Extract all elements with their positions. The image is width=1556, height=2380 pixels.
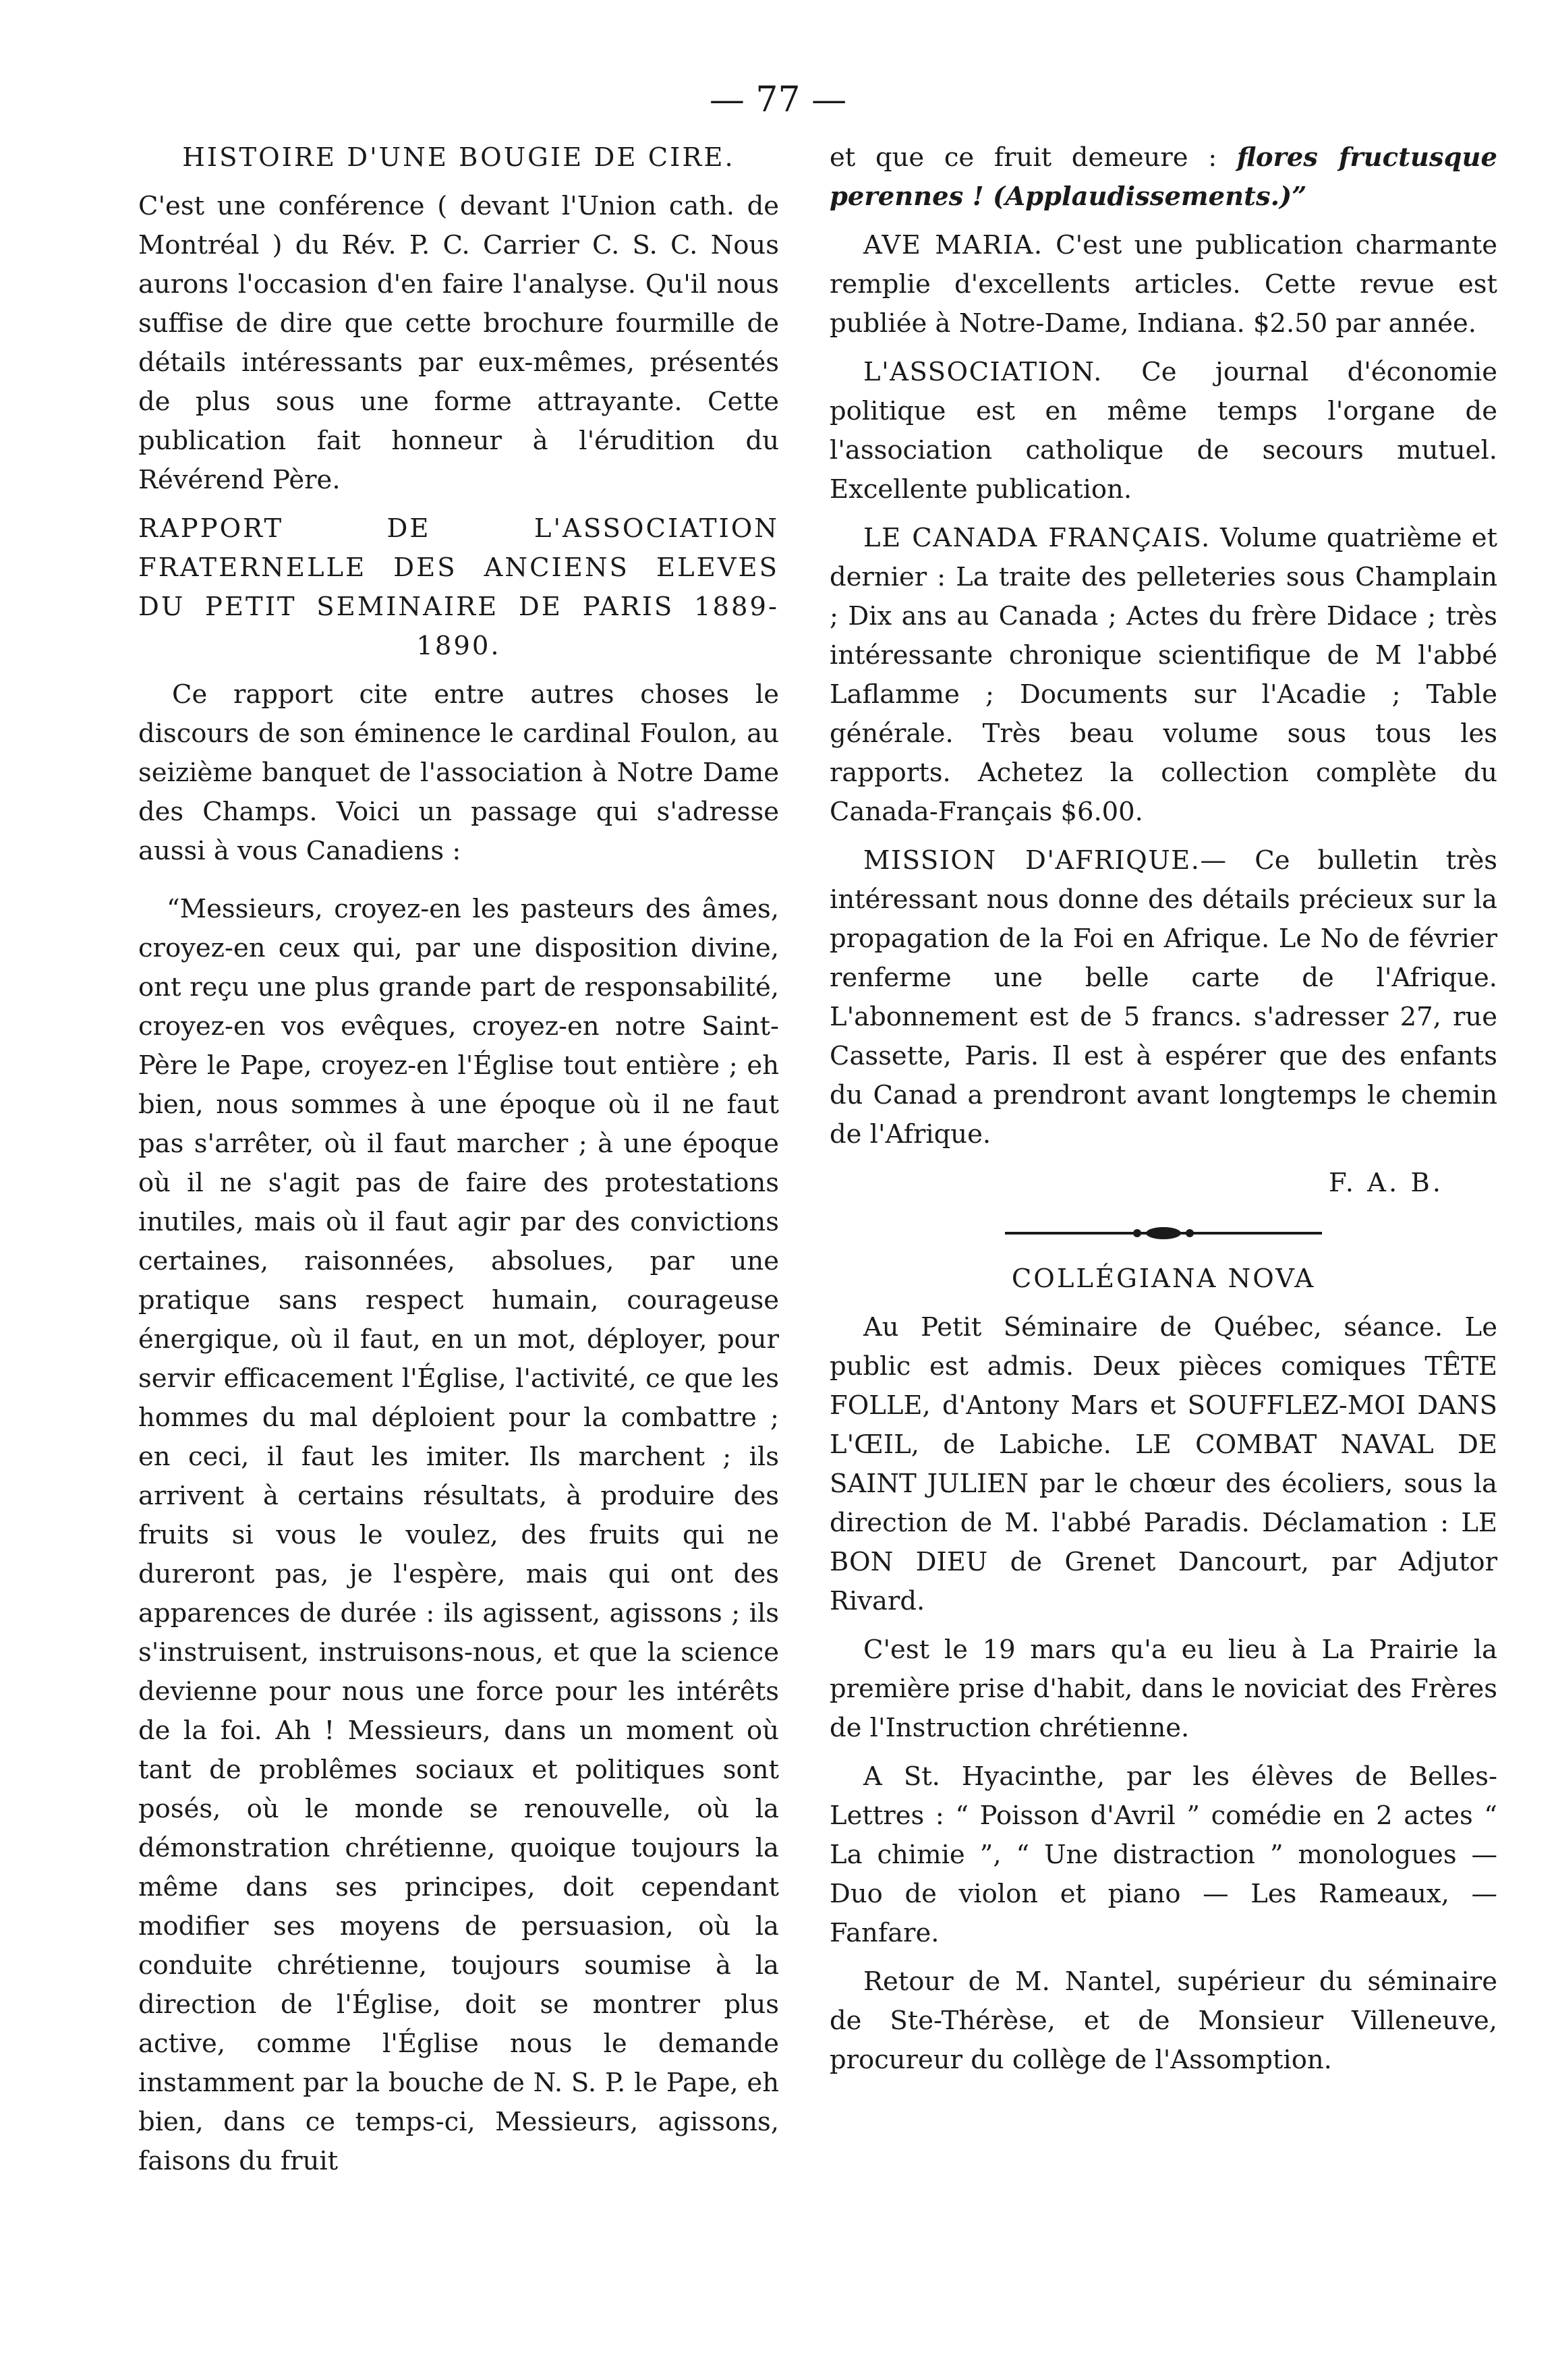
collegiana-paragraph-3: A St. Hyacinthe, par les élèves de Belles-Lettres : “ Poisson d'Avril ” comédie en 2 actes “ La chimie ”, “ Une distraction ” monologues —Duo de violon et piano — Les Rameaux, — Fanfare. bbox=[830, 1761, 1497, 1948]
mission-afrique-body: Ce bulletin très intéressant nous donne des détails précieux sur la propagation de la Foi en Afrique. Le No de février renferme une belle carte de l'Afrique. L'abonnement est de 5 francs. s'adresser 27, rue Cassette, Paris. Il est à espérer que des enfants du Canad a prendront avant longtemps le chemin de l'Afrique. bbox=[830, 845, 1497, 1150]
ornamental-divider bbox=[1005, 1223, 1322, 1243]
canada-francais-notice bbox=[830, 519, 1497, 832]
right-column bbox=[830, 138, 1497, 2089]
association-notice bbox=[830, 353, 1497, 509]
collegiana-paragraph-4: Retour de M. Nantel, supérieur du séminaire de Ste-Thérèse, et de Monsieur Villeneuve, procureur du collège de l'Assomption. bbox=[830, 1966, 1497, 2075]
association-title: L'ASSOCIATION. bbox=[863, 357, 1103, 387]
page-number: — 77 — bbox=[709, 80, 847, 120]
left-column bbox=[138, 138, 779, 2190]
canada-francais-title: LE CANADA FRANÇAIS. bbox=[863, 523, 1211, 553]
collegiana-paragraph-2: C'est le 19 mars qu'a eu lieu à La Prairie la première prise d'habit, dans le noviciat des Frères de l'Instruction chrétienne. bbox=[830, 1635, 1497, 1743]
association-body: Ce journal d'économie politique est en même temps l'organe de l'association catholique de secours mutuel. Excellente publication. bbox=[830, 357, 1497, 505]
canada-francais-body: Volume quatrième et dernier : La traite des pelleteries sous Champlain ; Dix ans au Canada ; Actes du frère Didace ; très intéressante chronique scientifique de M l'abbé Laflamme ; Documents sur l'Acadie ; Table générale. Très beau volume sous tous les rapports. Achetez la collection complète du Canada-Français $6.00. bbox=[830, 523, 1497, 827]
collegiana-paragraph-1: Au Petit Séminaire de Québec, séance. Le public est admis. Deux pièces comiques TÊTE FOLLE, d'Antony Mars et SOUFFLEZ-MOI DANS L'ŒIL, de Labiche. LE COMBAT NAVAL DE SAINT JULIEN par le chœur des écoliers, sous la direction de M. l'abbé Paradis. Déclamation : LE BON DIEU de Grenet Dancourt, par Adjutor Rivard. bbox=[830, 1312, 1497, 1616]
mission-afrique-title: MISSION D'AFRIQUE.— bbox=[863, 845, 1228, 876]
rapport-intro: Ce rapport cite entre autres choses le discours de son éminence le cardinal Foulon, au seizième banquet de l'association à Notre Dame des Champs. Voici un passage qui s'adresse aussi à vous Canadiens : bbox=[138, 679, 779, 866]
quote-end-text: et que ce fruit demeure : bbox=[830, 142, 1217, 173]
ave-maria-title: AVE MARIA. bbox=[863, 230, 1043, 260]
rapport-title: RAPPORT DE L'ASSOCIATION FRATERNELLE DES ANCIENS ELEVES DU PETIT SEMINAIRE DE PARIS 1889-1890. bbox=[138, 513, 779, 661]
histoire-body: C'est une conférence ( devant l'Union cath. de Montréal ) du Rév. P. C. Carrier C. S. C. Nous aurons l'occasion d'en faire l'analyse. Qu'il nous suffise de dire que cette brochure fourmille de détails intéressants par eux-mêmes, présentés de plus sous une forme attrayante. Cette publication fait honneur à l'érudition du Révérend Père. bbox=[138, 191, 779, 495]
rapport-quote: “Messieurs, croyez-en les pasteurs des âmes, croyez-en ceux qui, par une disposition divine, ont reçu une plus grande part de responsabilité, croyez-en vos evêques, croyez-en notre Saint-Père le Pape, croyez-en l'Église tout entière ; eh bien, nous sommes à une époque où il ne faut pas s'arrêter, où il faut marcher ; à une époque où il ne s'agit pas de faire des protestations inutiles, mais où il faut agir par des convictions certaines, raisonnées, absolues, par une pratique sans respect humain, courageuse énergique, où il faut, en un mot, déployer, pour servir efficacement l'Église, l'activité, ce que les hommes du mal déploient pour la combattre ; en ceci, il faut les imiter. Ils marchent ; ils arrivent à certains résultats, à produire des fruits si vous le voulez, des fruits qui ne dureront pas, je l'espère, mais qui ont des apparences de durée : ils agissent, agissons ; ils s'instruisent, instruisons-nous, et que la science devienne pour nous une force pour les intérêts de la foi. Ah ! Messieurs, dans un moment où tant de problêmes sociaux et politiques sont posés, où le monde se renouvelle, où la démonstration chrétienne, quoique toujours la même dans ses principes, doit cependant modifier ses moyens de persuasion, où la conduite chrétienne, toujours soumise à la direction de l'Église, doit se montrer plus active, comme l'Église nous le demande instamment par la bouche de N. S. P. le Pape, eh bien, dans ce temps-ci, Messieurs, agissons, faisons du fruit bbox=[138, 894, 779, 2176]
ave-maria-body: C'est une publication charmante remplie d'excellents articles. Cette revue est publiée à Notre-Dame, Indiana. $2.50 par année. bbox=[830, 230, 1498, 339]
signature: F. A. B. bbox=[1328, 1168, 1443, 1198]
quote-ending bbox=[830, 138, 1497, 217]
histoire-title: HISTOIRE D'UNE BOUGIE DE CIRE. bbox=[182, 142, 735, 173]
mission-afrique-notice bbox=[830, 841, 1497, 1154]
ave-maria-notice bbox=[830, 226, 1497, 343]
quote-end-italic: flores fructusque perennes ! (Applaudissements.)” bbox=[830, 142, 1497, 212]
collegiana-title: COLLÉGIANA NOVA bbox=[1011, 1264, 1316, 1294]
